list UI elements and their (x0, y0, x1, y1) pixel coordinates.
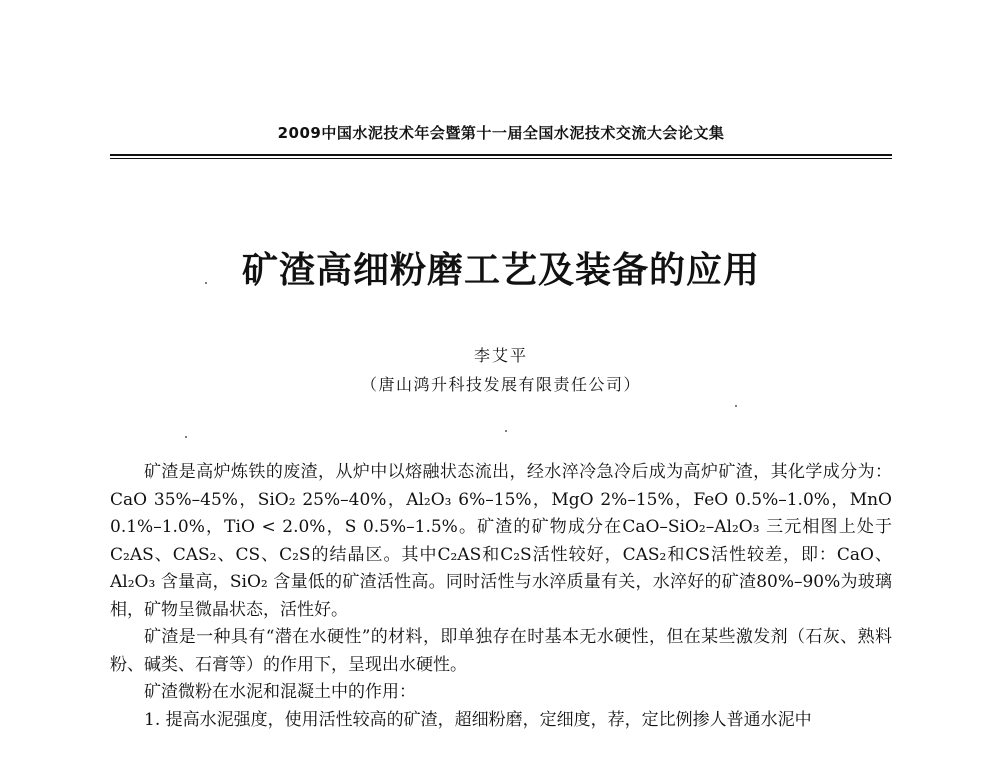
scan-speck (735, 405, 737, 407)
running-header: 2009中国水泥技术年会暨第十一届全国水泥技术交流大会论文集 (277, 124, 725, 142)
body-paragraph: 1. 提高水泥强度，使用活性较高的矿渣，超细粉磨，定细度，荐，定比例掺人普通水泥中 (144, 709, 812, 730)
author-affiliation: （唐山鸿升科技发展有限责任公司） (360, 375, 641, 394)
scan-speck (185, 436, 187, 438)
body-text (110, 459, 892, 734)
body-paragraph: 矿渣是一种具有“潜在水硬性”的材料，即单独存在时基本无水硬性，但在某些激发剂（石灰、熟料粉、碱类、石膏等）的作用下，呈现出水硬性。 (110, 627, 892, 675)
scan-speck (505, 430, 507, 432)
body-paragraph: 矿渣微粉在水泥和混凝土中的作用： (144, 682, 416, 702)
author-name: 李艾平 (473, 346, 528, 365)
header-rule (110, 154, 892, 159)
paper-title: 矿渣高细粉磨工艺及装备的应用 (241, 249, 760, 291)
scan-speck (205, 282, 207, 284)
body-paragraph: 矿渣是高炉炼铁的废渣，从炉中以熔融状态流出，经水淬冷急冷后成为高炉矿渣，其化学成分为：CaO 35%–45%，SiO₂ 25%–40%，Al₂O₃ 6%–15%，MgO 2%–15%，FeO 0.5%–1.0%，MnO 0.1%–1.0%，TiO < 2.0%，S 0.5%–1.5%。矿渣的矿物成分在CaO–SiO₂–Al₂O₃ 三元相图上处于C₂AS、CAS₂、CS、C₂S的结晶区。其中C₂AS和C₂S活性较好，CAS₂和CS活性较差，即：CaO、Al₂O₃ 含量高，SiO₂ 含量低的矿渣活性高。同时活性与水淬质量有关，水淬好的矿渣80%–90%为玻璃相，矿物呈微晶状态，活性好。 (110, 462, 892, 620)
